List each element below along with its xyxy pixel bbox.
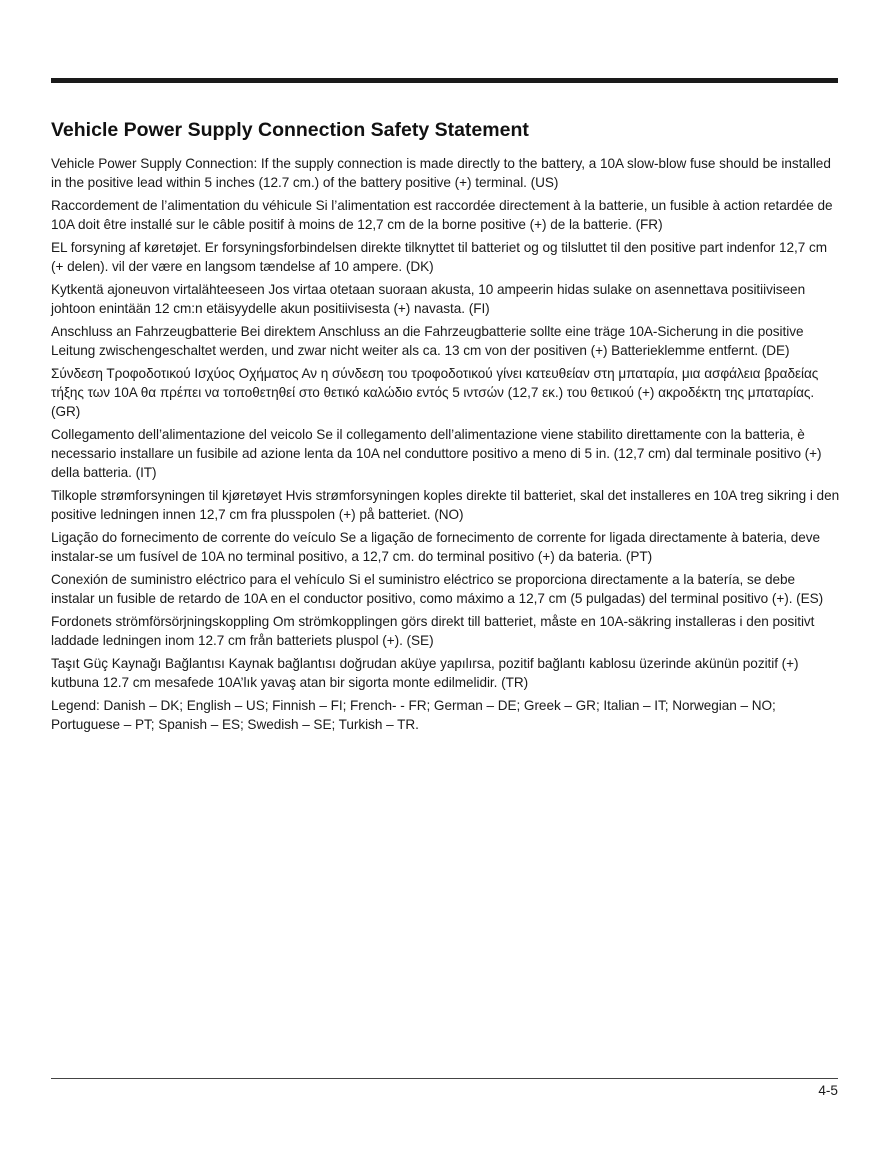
paragraph-it: Collegamento dell’alimentazione del veicolo Se il collegamento dell’alimentazione viene stabilito direttamente con la batteria, è necessario installare un fusibile ad azione lenta da 10A nel conduttore positivo a meno di 5 in. (12,7 cm) dal terminale positivo (+) della batteria. (IT) — [51, 427, 822, 480]
paragraph-no: Tilkople strømforsyningen til kjøretøyet Hvis strømforsyningen koples direkte til batteriet, skal det installeres en 10A treg sikring i den positive ledningen innen 12,7 cm fra plusspolen (+) på batteriet. (NO) — [51, 488, 840, 522]
legend-paragraph: Legend: Danish – DK; English – US; Finnish – FI; French- - FR; German – DE; Greek – GR; Italian – IT; Norwegian – NO; Portuguese – PT; Spanish – ES; Swedish – SE; Turkish – TR. — [51, 698, 776, 732]
page-title: Vehicle Power Supply Connection Safety Statement — [51, 119, 529, 141]
page-number: 4-5 — [818, 1083, 838, 1098]
paragraph-fr: Raccordement de l’alimentation du véhicule Si l’alimentation est raccordée directement à la batterie, un fusible à action retardée de 10A doit être installé sur le câble positif à moins de 12,7 cm de la borne positive (+) de la batterie. (FR) — [51, 198, 833, 232]
paragraph-fi: Kytkentä ajoneuvon virtalähteeseen Jos virtaa otetaan suoraan akusta, 10 ampeerin hidas sulake on asennettava positiiviseen johtoon enintään 12 cm:n etäisyydelle akun positiivisesta (+) navasta. (FI) — [51, 282, 806, 316]
paragraph-gr: Σύνδεση Τροφοδοτικού Ισχύος Οχήματος Αν η σύνδεση του τροφοδοτικού γίνει κατευθείαν στη μπαταρία, μια ασφάλεια βραδείας τήξης των 10A θα πρέπει να τοποθετηθεί στο θετικό καλώδιο εντός 5 ιντσών (12,7 εκ.) του θετικού (+) ακροδέκτη της μπαταρίας. (GR) — [51, 366, 819, 419]
paragraph-pt: Ligação do fornecimento de corrente do veículo Se a ligação de fornecimento de corrente for ligada directamente à bateria, deve instalar-se um fusível de 10A no terminal positivo, a 12,7 cm. do terminal positivo (+) da bateria. (PT) — [51, 530, 820, 564]
paragraph-es: Conexión de suministro eléctrico para el vehículo Si el suministro eléctrico se proporciona directamente a la batería, se debe instalar un fusible de retardo de 10A en el conductor positivo, como máximo a 12,7 cm (5 pulgadas) del terminal positivo (+). (ES) — [51, 572, 824, 606]
document-body — [51, 117, 841, 738]
paragraph-tr: Taşıt Güç Kaynağı Bağlantısı Kaynak bağlantısı doğrudan aküye yapılırsa, pozitif bağlantı kablosu üzerinde akünün pozitif (+) kutbuna 12.7 cm mesafede 10A’lık yavaş atan bir sigorta monte edilmelidir. (TR) — [51, 656, 799, 690]
paragraph-de: Anschluss an Fahrzeugbatterie Bei direktem Anschluss an die Fahrzeugbatterie sollte eine träge 10A-Sicherung in die positive Leitung zwischengeschaltet werden, und zwar nicht weiter als ca. 13 cm von der positiven (+) Batterieklemme entfernt. (DE) — [51, 324, 804, 358]
paragraph-dk: EL forsyning af køretøjet. Er forsyningsforbindelsen direkte tilknyttet til batteriet og og tilsluttet til den positive part indenfor 12,7 cm (+ delen). vil der være en langsom tændelse af 10 ampere. (DK) — [51, 240, 827, 274]
paragraph-se: Fordonets strömförsörjningskoppling Om strömkopplingen görs direkt till batteriet, måste en 10A-säkring installeras i den positivt laddade ledningen inom 12.7 cm från batteriets pluspol (+). (SE) — [51, 614, 815, 648]
header-rule — [51, 78, 838, 83]
paragraph-us: Vehicle Power Supply Connection: If the supply connection is made directly to the battery, a 10A slow-blow fuse should be installed in the positive lead within 5 inches (12.7 cm.) of the battery positive (+) terminal. (US) — [51, 156, 831, 190]
footer-rule — [51, 1078, 838, 1079]
